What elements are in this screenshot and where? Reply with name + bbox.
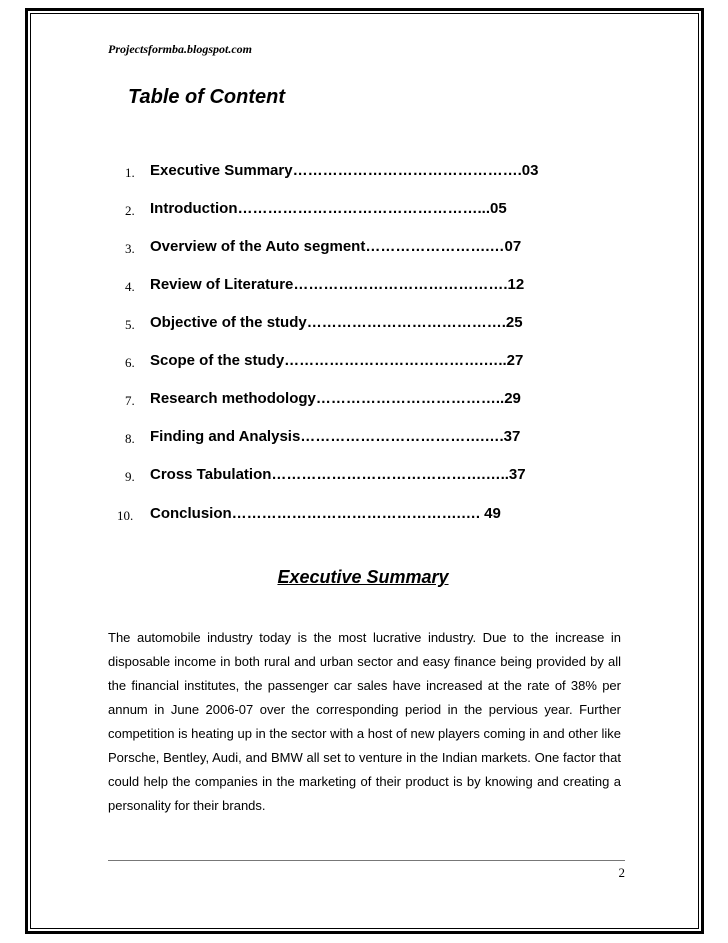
toc-item-text: Introduction…………………………………………...05 [150,200,507,217]
page-number: 2 [618,865,625,880]
site-header: Projectsformba.blogspot.com [108,42,252,56]
toc-item-text: Overview of the Auto segment…………………….…07 [150,238,522,255]
toc-item-text: Scope of the study………………………………….…..27 [150,352,524,369]
toc-item-text: Cross Tabulation…………………………………….…..37 [150,466,526,483]
toc-item-number: 3. [125,241,135,256]
toc-item-number: 4. [125,279,135,294]
executive-summary-heading-text: Executive Summary [277,567,449,587]
toc-item-number: 6. [125,355,135,370]
toc-item-number: 2. [125,203,135,218]
toc-item-text: Conclusion……………………………………….…. 49 [150,505,501,522]
toc-title: Table of Content [128,86,286,108]
toc-item-number: 8. [125,431,135,446]
toc-item-number: 1. [125,165,135,180]
toc-item-number: 7. [125,393,135,408]
toc-item-number: 5. [125,317,135,332]
toc-item-text: Research methodology………………………………..29 [150,390,521,407]
toc-item-text: Executive Summary……………………………………….03 [150,162,539,179]
executive-summary-body: The automobile industry today is the most lucrative industry. Due to the increase in disposable income in both rural and urban sector and easy finance being provided by all the financial institutes, the passenger car sales have increased at the rate of 38% per annum in June 2006-07 over the corresponding period in the pervious year. Further competition is heating up in the sector with a host of new players coming in and other like Porsche, Bentley, Audi, and BMW all set to venture in the Indian markets. One factor that could help the companies in the marketing of their product is by knowing and creating a personality for their brands. [108,630,621,813]
toc-item-number: 10. [117,508,134,523]
footer-rule [108,860,625,861]
toc-item-number: 9. [125,469,135,484]
toc-item-text: Objective of the study………………………………….25 [150,314,523,331]
toc-item-text: Review of Literature…………………………………….12 [150,276,525,293]
executive-summary-heading [0,567,728,588]
toc-item-text: Finding and Analysis……………………………….….37 [150,428,521,445]
